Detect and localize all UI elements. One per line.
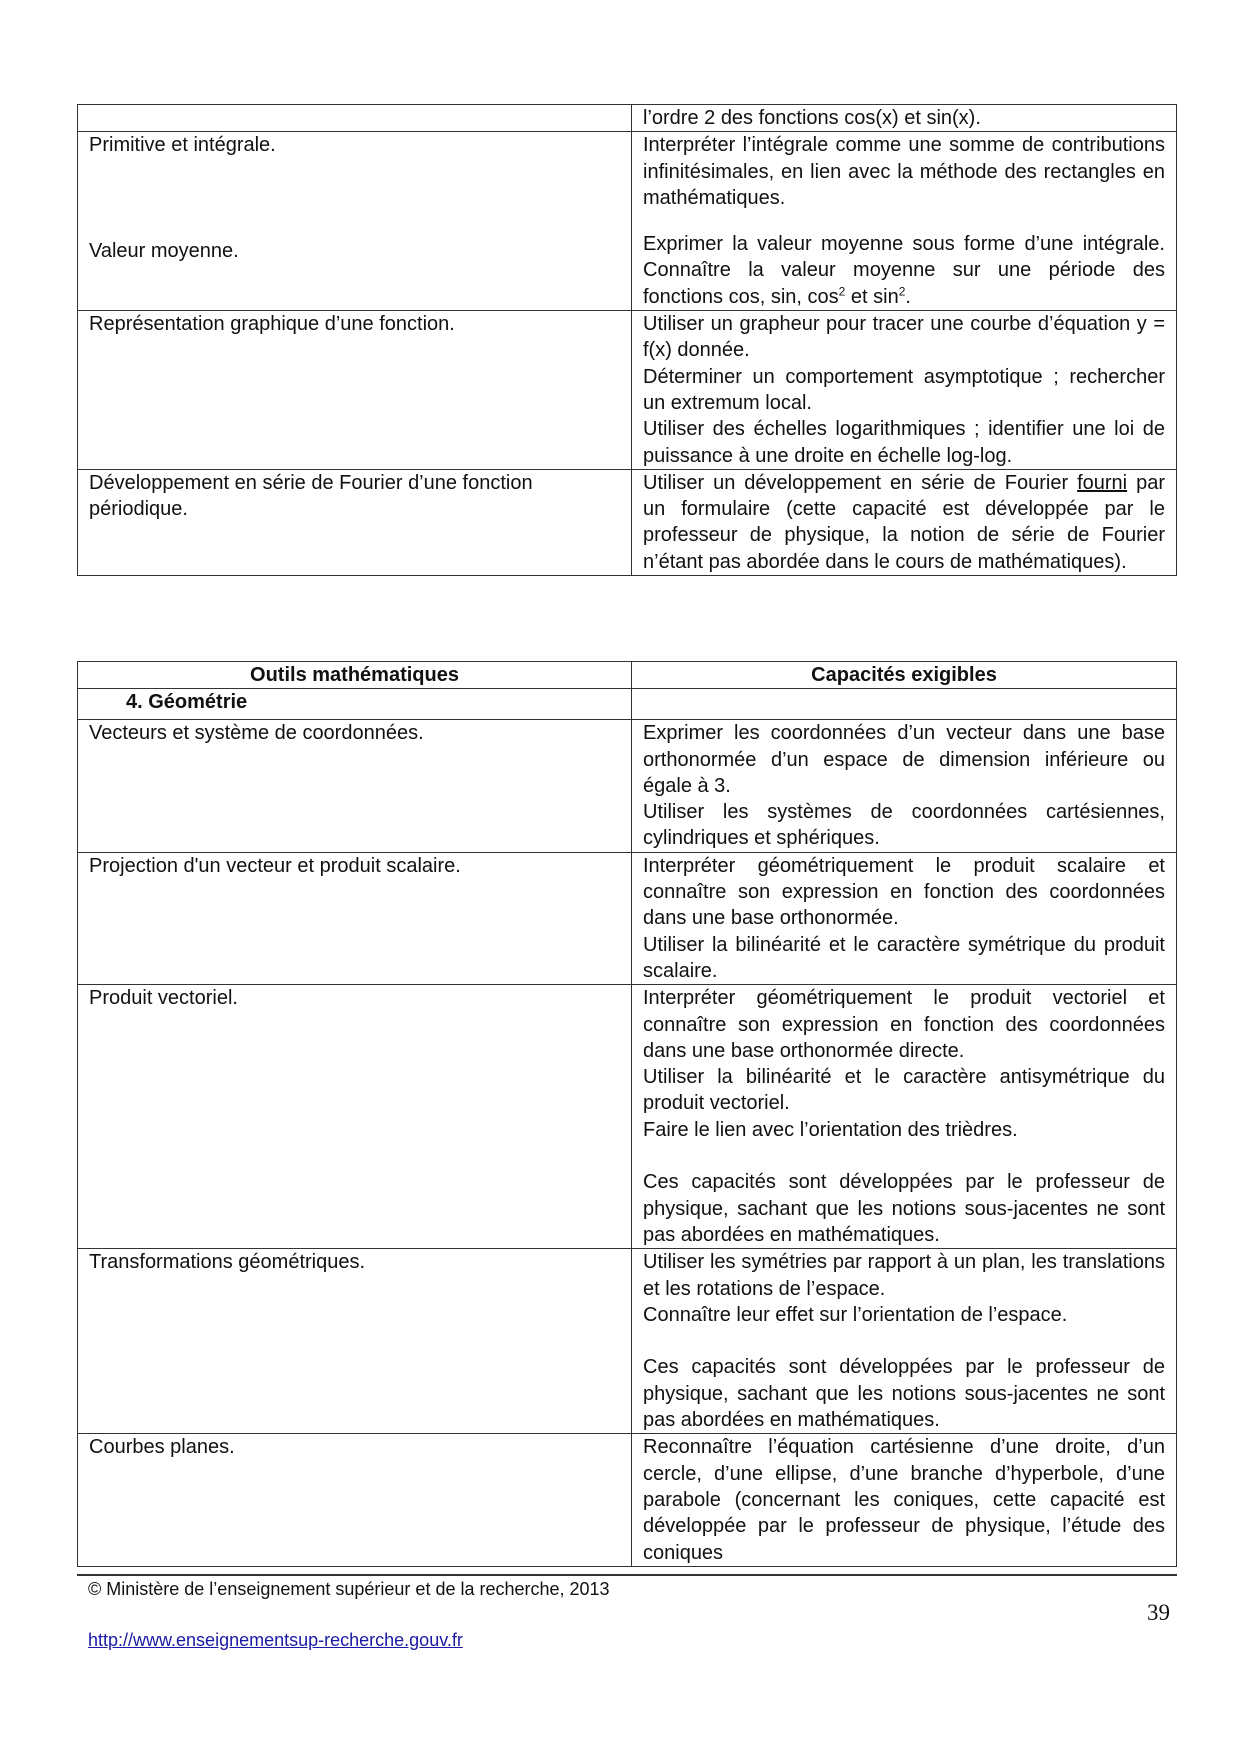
section-title: 4. Géométrie (78, 689, 632, 720)
table-row (78, 985, 1177, 1249)
capacity-text: Exprimer la valeur moyenne sous forme d’une intégrale. Connaître la valeur moyenne sur une période des fonctions cos, sin, $\cos^2$ et $\sin^2$. (643, 233, 1165, 308)
website-link[interactable]: http://www.enseignementsup-recherche.gouv.fr (88, 1630, 463, 1650)
capacity-text: Ces capacités sont développées par le professeur de physique, sachant que les notions sous-jacentes ne sont pas abordées en mathématiques. (643, 1171, 1165, 1246)
tool-label: Transformations géométriques. (78, 1249, 632, 1434)
tool-label: Primitive et intégrale. (89, 134, 276, 157)
table-row (78, 1434, 1177, 1566)
capacity-text: Exprimer les coordonnées d’un vecteur dans une base orthonormée d’un espace de dimension inférieure ou égale à 3. (643, 722, 1165, 797)
column-header: Capacités exigibles (632, 662, 1177, 689)
capacity-text: Ces capacités sont développées par le professeur de physique, sachant que les notions sous-jacentes ne sont pas abordées en mathématiques. (643, 1356, 1165, 1432)
capacity-text: Interpréter géométriquement le produit scalaire et connaître son expression en fonction des coordonnées dans une base orthonormée. (643, 854, 1165, 930)
table-row (78, 720, 1177, 852)
tool-label: Projection d'un vecteur et produit scalaire. (78, 852, 632, 984)
capacity-text: Faire le lien avec l’orientation des trièdres. (643, 1118, 1018, 1141)
capacity-text: Utiliser les systèmes de coordonnées cartésiennes, cylindriques et sphériques. (643, 801, 1165, 850)
tool-label: Représentation graphique d’une fonction. (78, 311, 632, 470)
table-row (78, 132, 1177, 311)
tool-label: Vecteurs et système de coordonnées. (78, 720, 632, 852)
table-row (78, 469, 1177, 575)
capacity-text: Utiliser la bilinéarité et le caractère antisymétrique du produit vectoriel. (643, 1066, 1165, 1115)
header-row (78, 662, 1177, 689)
tool-label: Courbes planes. (78, 1434, 632, 1566)
table-row (78, 852, 1177, 984)
capacity-text: Utiliser un grapheur pour tracer une courbe d’équation y = f(x) donnée. (643, 313, 1165, 362)
capacity-text: Utiliser la bilinéarité et le caractère symétrique du produit scalaire. (643, 933, 1165, 982)
table-row (78, 1249, 1177, 1434)
tool-label: Valeur moyenne. (89, 239, 239, 262)
table-row (78, 311, 1177, 470)
capacity-text: Déterminer un comportement asymptotique ; rechercher un extremum local. (643, 365, 1165, 414)
column-header: Outils mathématiques (78, 662, 632, 689)
section-row (78, 689, 1177, 720)
table-row (78, 105, 1177, 132)
tool-label: Produit vectoriel. (78, 985, 632, 1249)
capacity-text: Interpréter l’intégrale comme une somme de contributions infinitésimales, en lien avec la méthode des rectangles en mathématiques. (643, 134, 1165, 209)
capacity-text: Utiliser un développement en série de Fourier fourni par un formulaire (cette capacité est développée par le professeur de physique, la notion de série de Fourier n’étant pas abordée dans le cours de mathématiques). (632, 469, 1177, 575)
tool-label: Développement en série de Fourier d’une fonction périodique. (78, 469, 632, 575)
page-number: 39 (1147, 1600, 1170, 1625)
capacity-text: Reconnaître l’équation cartésienne d’une droite, d’un cercle, d’une ellipse, d’une branche d’hyperbole, d’une parabole (concernant les coniques, cette capacité est développée par le professeur de physique, l’étude des coniques (643, 1436, 1165, 1564)
capacity-text: Utiliser des échelles logarithmiques ; identifier une loi de puissance à une droite en échelle log-log. (643, 418, 1165, 467)
capacity-text: Utiliser les symétries par rapport à un plan, les translations et les rotations de l’espace. (643, 1251, 1165, 1300)
copyright-text: © Ministère de l’enseignement supérieur et de la recherche, 2013 (88, 1579, 610, 1599)
capacity-cell: l’ordre 2 des fonctions cos(x) et sin(x). (632, 105, 1177, 132)
table-analysis (77, 104, 1177, 576)
capacity-text: Interpréter géométriquement le produit vectoriel et connaître son expression en fonction des coordonnées dans une base orthonormée directe. (643, 987, 1165, 1062)
capacity-text: Connaître leur effet sur l’orientation de l’espace. (643, 1303, 1068, 1326)
table-geometry (77, 661, 1177, 1567)
